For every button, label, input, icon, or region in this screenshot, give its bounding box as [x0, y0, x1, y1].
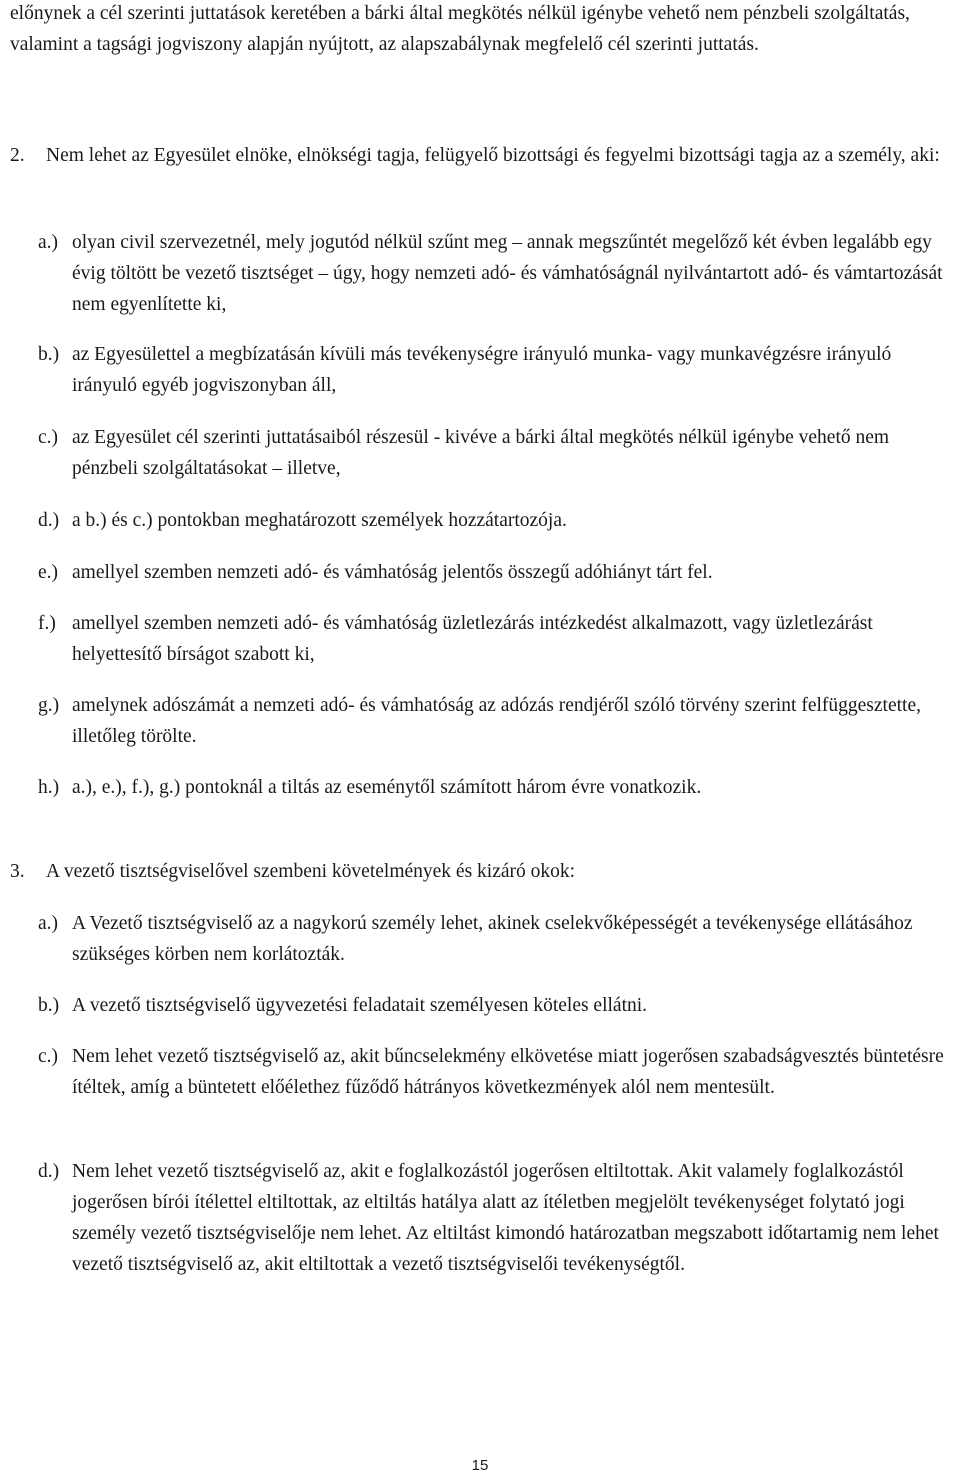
item-label: f.)	[38, 613, 56, 634]
item-label: e.)	[38, 562, 59, 583]
item-text: az Egyesülettel a megbízatásán kívüli más tevékenységre irányuló munka- vagy munkavégzésre irányuló irányuló egyéb jogviszonyban áll,	[72, 344, 892, 396]
item-text: amelynek adószámát a nemzeti adó- és vámhatóság az adózás rendjéről szóló törvény szerint felfüggesztette, illetőleg törölte.	[72, 695, 921, 747]
list-item-2e	[10, 557, 955, 588]
list-item-2f	[10, 608, 955, 670]
page-number: 15	[471, 1457, 489, 1474]
section-number: 3.	[10, 861, 25, 882]
list-item-2c	[10, 422, 955, 484]
list-item-2b	[10, 339, 955, 401]
item-label: h.)	[38, 777, 60, 798]
item-text: A vezető tisztségviselő ügyvezetési feladatait személyesen köteles ellátni.	[72, 995, 648, 1016]
list-item-2g	[10, 690, 955, 752]
item-label: c.)	[38, 427, 59, 448]
section-3-heading	[10, 856, 955, 887]
item-label: a.)	[38, 913, 59, 934]
section-number: 2.	[10, 145, 25, 166]
list-item-2d	[10, 505, 955, 536]
list-item-3a	[10, 908, 955, 970]
list-item-3c	[10, 1041, 955, 1103]
item-text: amellyel szemben nemzeti adó- és vámhatóság üzletlezárás intézkedést alkalmazott, vagy üzletlezárást helyettesítő bírságot szabott ki,	[72, 613, 873, 665]
item-text: a b.) és c.) pontokban meghatározott személyek hozzátartozója.	[72, 510, 567, 531]
item-label: b.)	[38, 995, 60, 1016]
section-text: A vezető tisztségviselővel szembeni követelmények és kizáró okok:	[46, 861, 576, 882]
item-label: c.)	[38, 1046, 59, 1067]
item-text: A Vezető tisztségviselő az a nagykorú személy lehet, akinek cselekvőképességét a tevékenysége ellátásához szükséges körben nem korlátozták.	[72, 913, 913, 965]
item-text: olyan civil szervezetnél, mely jogutód nélkül szűnt meg – annak megszűntét megelőző két évben legalább egy évig töltött be vezető tisztséget – úgy, hogy nemzeti adó- és vámhatóságnál nyilvántartott adó- és vámtartozását nem egyenlítette ki,	[72, 232, 943, 315]
list-item-2a	[10, 227, 955, 320]
item-text: Nem lehet vezető tisztségviselő az, akit bűncselekmény elkövetése miatt jogerősen szabadságvesztés büntetésre ítéltek, amíg a büntetett előélethez fűződő hátrányos következmények alól nem mentesült.	[72, 1046, 944, 1098]
item-text: a.), e.), f.), g.) pontoknál a tiltás az eseménytől számított három évre vonatkozik.	[72, 777, 702, 798]
list-item-2h	[10, 772, 955, 803]
list-item-3b	[10, 990, 955, 1021]
item-label: d.)	[38, 510, 60, 531]
item-label: b.)	[38, 344, 60, 365]
item-label: d.)	[38, 1161, 60, 1182]
section-text: Nem lehet az Egyesület elnöke, elnökségi tagja, felügyelő bizottsági és fegyelmi bizottsági tagja az a személy, aki:	[46, 145, 940, 166]
section-2-heading	[10, 140, 955, 171]
list-item-3d	[10, 1156, 955, 1280]
item-text: amellyel szemben nemzeti adó- és vámhatóság jelentős összegű adóhiányt tárt fel.	[72, 562, 713, 583]
item-label: g.)	[38, 695, 60, 716]
item-text: az Egyesület cél szerinti juttatásaiból részesül - kivéve a bárki által megkötés nélkül igénybe vehető nem pénzbeli szolgáltatásokat – illetve,	[72, 427, 890, 479]
intro-paragraph: előnynek a cél szerinti juttatások keretében a bárki által megkötés nélkül igénybe vehető nem pénzbeli szolgáltatás, valamint a tagsági jogviszony alapján nyújtott, az alapszabálynak megfelelő cél szerinti juttatás.	[10, 3, 910, 55]
item-text: Nem lehet vezető tisztségviselő az, akit e foglalkozástól jogerősen eltiltottak. Akit valamely foglalkozástól jogerősen bírói ítélettel eltiltottak, az eltiltás hatálya alatt az ítéletben megjelölt tevékenységet folytató jogi személy vezető tisztségviselője nem lehet. Az eltiltást kimondó határozatban megszabott időtartamig nem lehet vezető tisztségviselő az, akit eltiltottak a vezető tisztségviselői tevékenységtől.	[72, 1161, 939, 1275]
item-label: a.)	[38, 232, 59, 253]
